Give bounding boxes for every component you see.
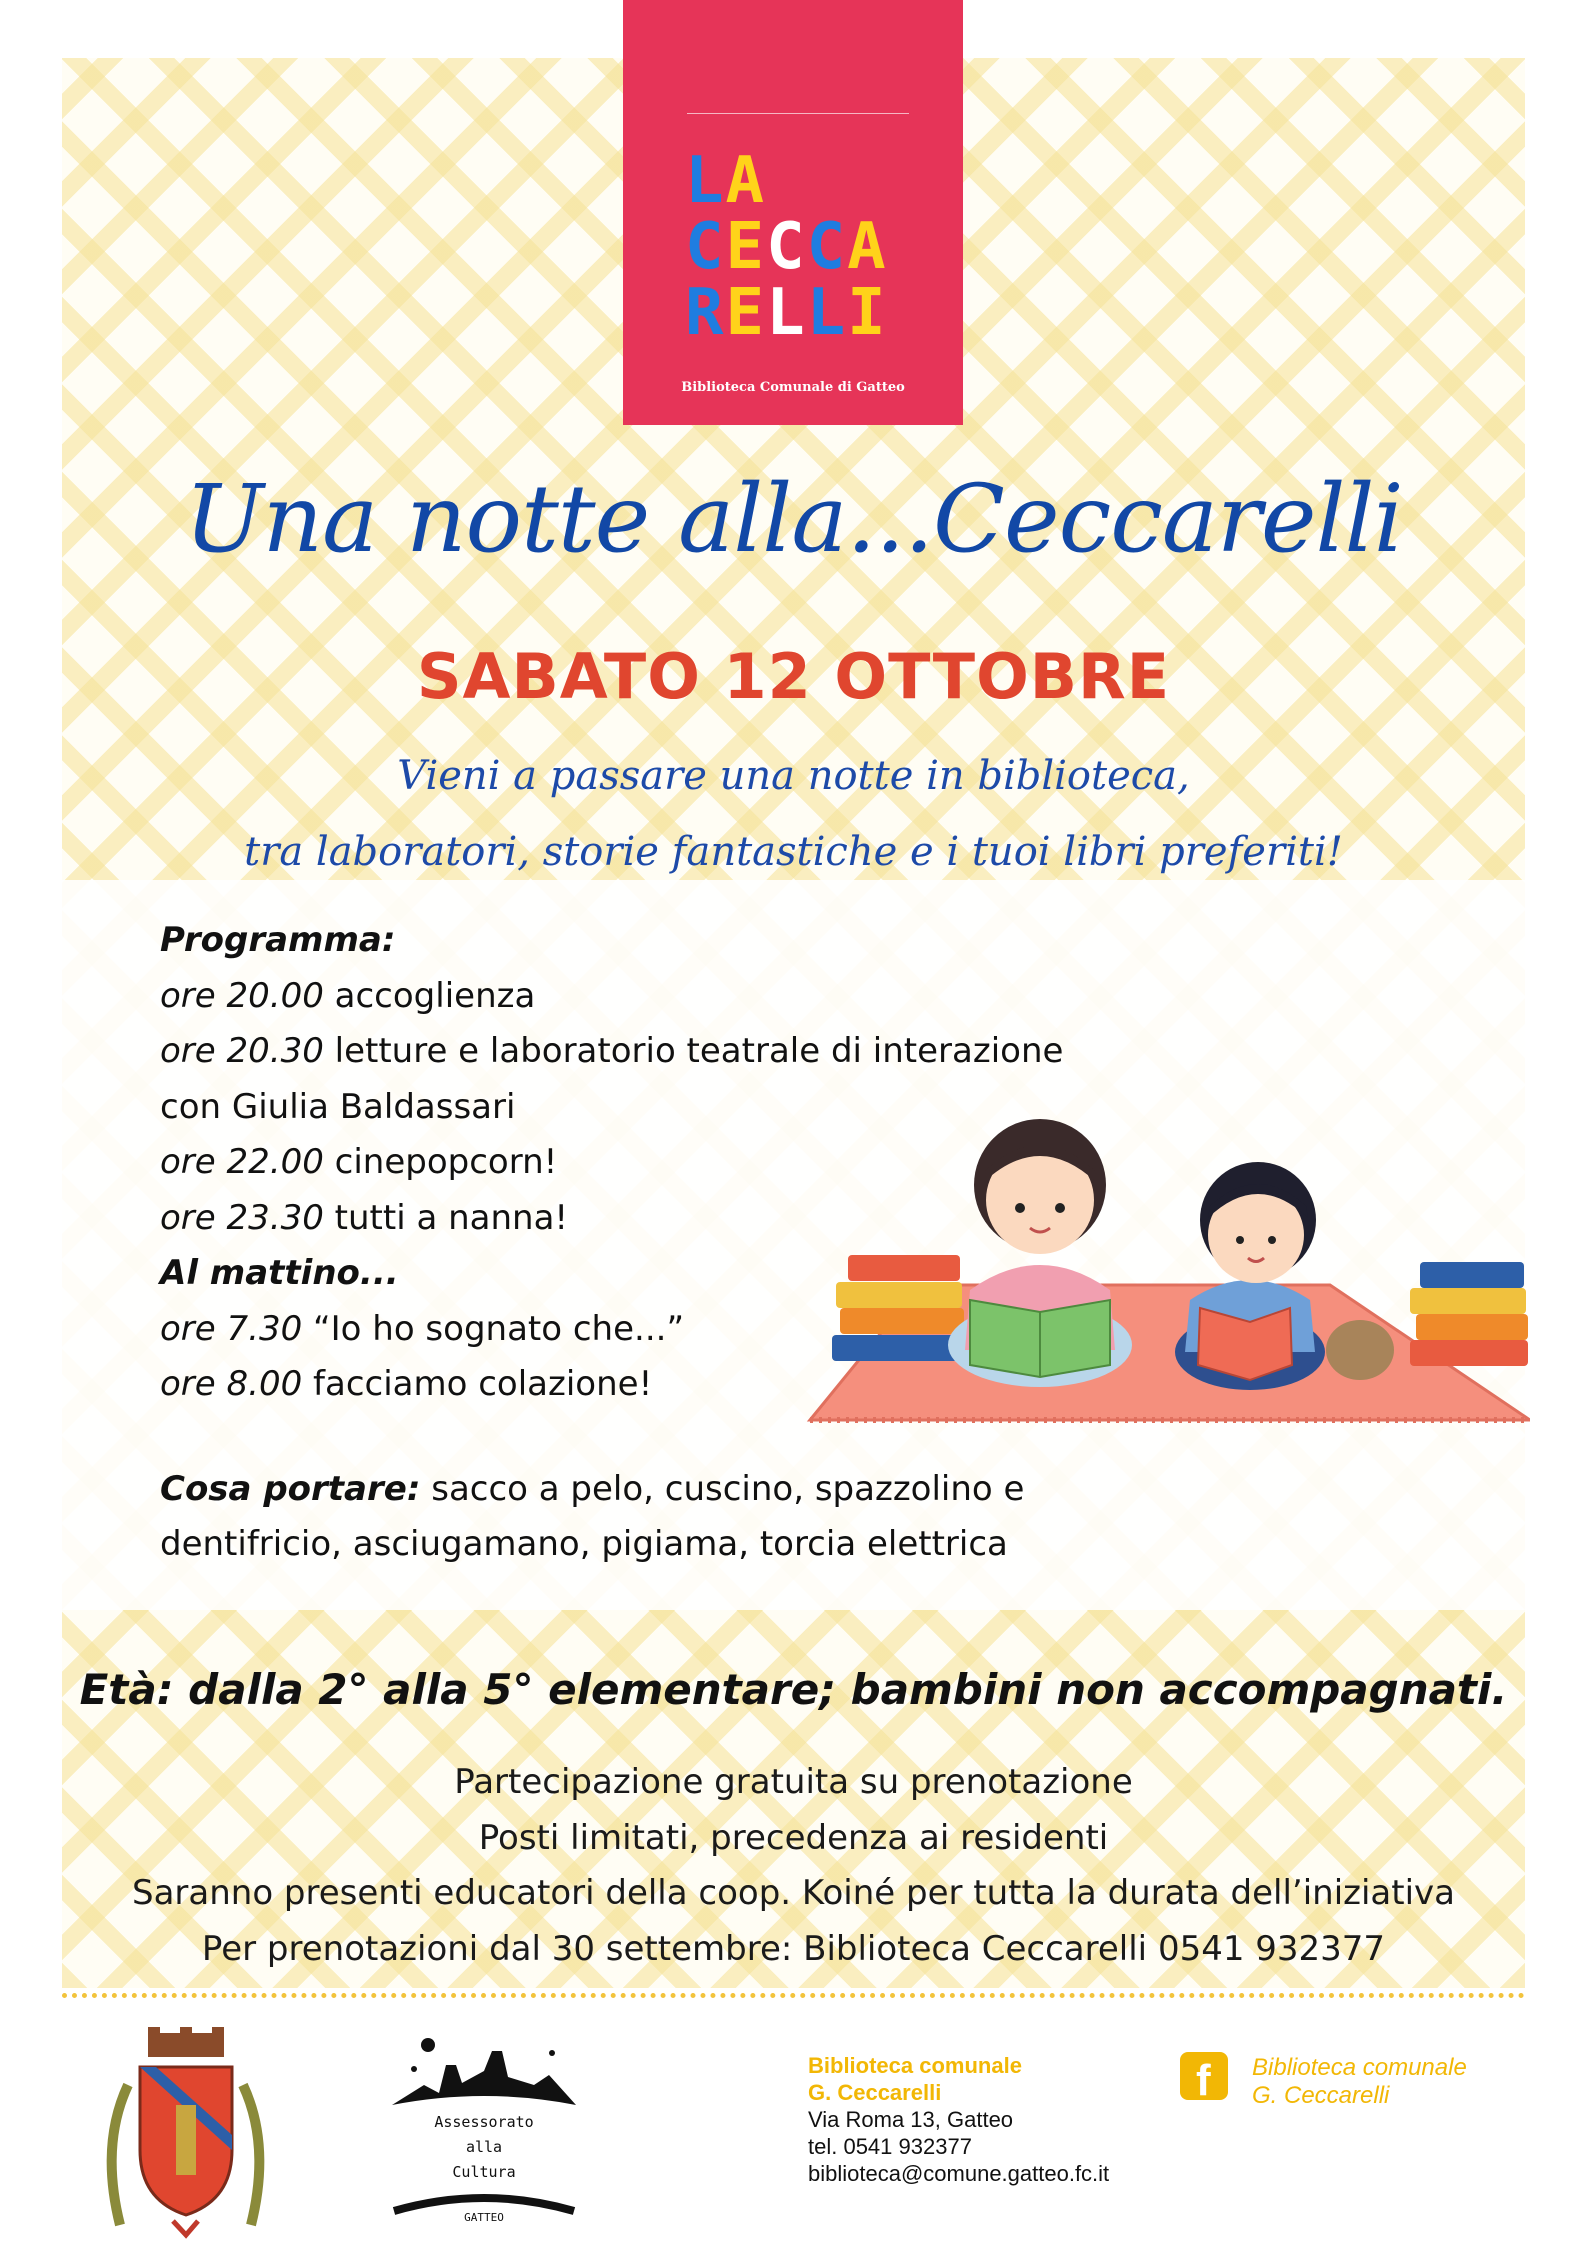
event-subtitle-line-1: Vieni a passare una notte in biblioteca, bbox=[397, 753, 1190, 799]
boy-figure bbox=[1175, 1162, 1394, 1390]
info-line: Partecipazione gratuita su prenotazione bbox=[454, 1762, 1133, 1802]
age-requirement: Età: dalla 2° alla 5° elementare; bambini non accompagnati. bbox=[79, 1665, 1508, 1714]
logo-brand bbox=[685, 144, 925, 350]
logo-brand-line-3 bbox=[685, 276, 925, 350]
logo-letter: L bbox=[766, 276, 807, 350]
program-text: accoglienza bbox=[323, 975, 536, 1016]
logo-letter: L bbox=[685, 144, 726, 218]
book-stack-right bbox=[1410, 1262, 1528, 1366]
event-title: Una notte alla...Ceccarelli bbox=[184, 465, 1403, 574]
assessorato-logo bbox=[384, 2025, 584, 2240]
library-logo bbox=[623, 0, 963, 425]
event-subtitle-line-2: tra laboratori, storie fantastiche e i tuoi libri preferiti! bbox=[244, 829, 1343, 875]
contact-block bbox=[808, 2052, 1208, 2187]
program-time: ore 20.30 bbox=[160, 1031, 324, 1071]
program-item bbox=[160, 969, 1160, 1025]
logo-brand-line-1 bbox=[685, 144, 925, 218]
girl-figure bbox=[948, 1119, 1132, 1387]
assessorato-line-1: Assessorato bbox=[434, 2113, 534, 2131]
logo-letter: E bbox=[725, 210, 767, 284]
facebook-label-line-2: G. Ceccarelli bbox=[1252, 2082, 1390, 2109]
info-block bbox=[40, 1755, 1547, 1977]
what-to-bring-line-1 bbox=[160, 1462, 1160, 1517]
contact-name-2: G. Ceccarelli bbox=[808, 2080, 942, 2105]
assessorato-line-3: Cultura bbox=[452, 2163, 516, 2181]
program-time: ore 22.00 bbox=[160, 1142, 324, 1182]
morning-text: facciamo colazione! bbox=[302, 1364, 653, 1404]
program-text: tutti a nanna! bbox=[323, 1197, 569, 1238]
contact-phone: tel. 0541 932377 bbox=[808, 2134, 972, 2159]
village-skyline-icon bbox=[384, 2025, 584, 2240]
info-line: Saranno presenti educatori della coop. Koiné per tutta la durata dell’iniziativa bbox=[131, 1873, 1455, 1913]
morning-text: “Io ho sognato che...” bbox=[302, 1308, 685, 1349]
facebook-icon[interactable]: f bbox=[1180, 2052, 1228, 2100]
program-text: letture e laboratorio teatrale di interazione bbox=[323, 1031, 1064, 1071]
morning-time: ore 8.00 bbox=[160, 1364, 303, 1404]
program-text: cinepopcorn! bbox=[323, 1142, 558, 1182]
coat-of-arms-icon bbox=[98, 2025, 273, 2240]
morning-time: ore 7.30 bbox=[160, 1308, 303, 1349]
book-stack-left bbox=[832, 1255, 964, 1361]
assessorato-line-2: alla bbox=[465, 2138, 503, 2156]
what-to-bring-label: Cosa portare: bbox=[160, 1469, 421, 1509]
logo-letter: L bbox=[806, 276, 848, 350]
logo-letter: C bbox=[806, 210, 848, 284]
event-subtitle bbox=[62, 738, 1525, 890]
contact-name-1: Biblioteca comunale bbox=[808, 2053, 1022, 2078]
logo-letter: A bbox=[725, 144, 767, 218]
logo-letter: C bbox=[685, 210, 726, 284]
contact-address: Via Roma 13, Gatteo bbox=[808, 2107, 1014, 2132]
logo-letter: C bbox=[766, 210, 807, 284]
what-to-bring bbox=[160, 1462, 1160, 1572]
children-reading-illustration bbox=[770, 1090, 1530, 1440]
program-time: ore 23.30 bbox=[160, 1197, 324, 1238]
info-line: Posti limitati, precedenza ai residenti bbox=[478, 1817, 1109, 1858]
assessorato-ribbon: GATTEO bbox=[464, 2211, 504, 2224]
program-time: ore 20.00 bbox=[160, 975, 324, 1016]
dotted-divider bbox=[62, 1993, 1525, 1998]
logo-letter: A bbox=[847, 210, 888, 284]
info-line: Per prenotazioni dal 30 settembre: Biblioteca Ceccarelli 0541 932377 bbox=[201, 1928, 1386, 1969]
program-text: con Giulia Baldassari bbox=[160, 1086, 516, 1127]
program-item bbox=[160, 1024, 1160, 1080]
logo-rule bbox=[687, 113, 909, 114]
event-date: SABATO 12 OTTOBRE bbox=[416, 640, 1171, 713]
program-heading: Programma: bbox=[160, 920, 396, 960]
what-to-bring-line-2: dentifricio, asciugamano, pigiama, torcia elettrica bbox=[160, 1524, 1008, 1564]
logo-subtitle: Biblioteca Comunale di Gatteo bbox=[681, 380, 905, 395]
logo-brand-line-2 bbox=[685, 210, 925, 284]
what-to-bring-text: sacco a pelo, cuscino, spazzolino e bbox=[420, 1469, 1025, 1509]
logo-letter: E bbox=[725, 276, 767, 350]
contact-email[interactable]: biblioteca@comune.gatteo.fc.it bbox=[808, 2161, 1110, 2186]
facebook-label[interactable] bbox=[1252, 2054, 1552, 2110]
logo-letter: R bbox=[685, 276, 726, 350]
morning-heading: Al mattino... bbox=[160, 1253, 399, 1293]
facebook-label-line-1: Biblioteca comunale bbox=[1252, 2054, 1467, 2081]
logo-letter: I bbox=[847, 276, 888, 350]
